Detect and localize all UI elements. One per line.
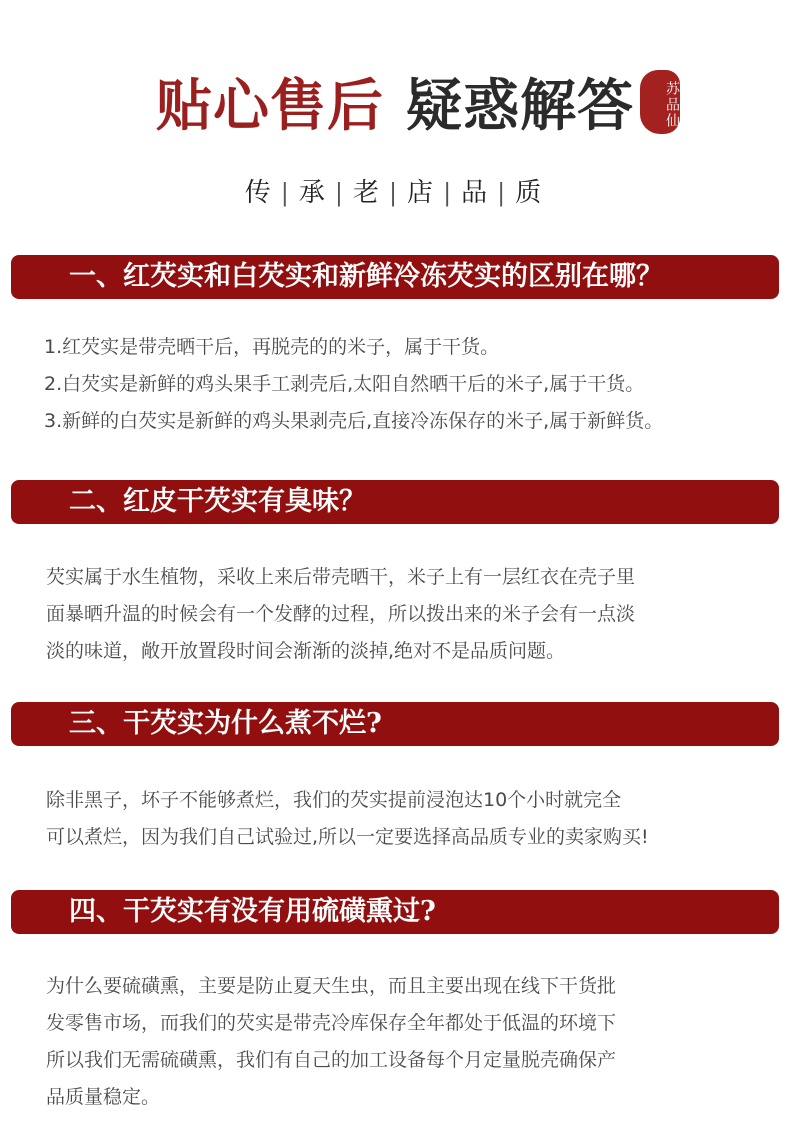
motto-separator: | [334,179,347,207]
motto-separator: | [497,179,510,207]
answer-line: 芡实属于水生植物，采收上来后带壳晒干，米子上有一层红衣在壳子里 [46,566,636,588]
section-heading-1: 一、红芡实和白芡实和新鲜冷冻芡实的区别在哪？ [11,255,779,299]
motto-char: 品 [461,178,492,208]
motto-separator: | [443,179,456,207]
section-heading-4: 四、干芡实有没有用硫磺熏过? [11,890,779,934]
answer-line: 2.白芡实是新鲜的鸡头果手工剥壳后,太阳自然晒干后的米子,属于干货。 [44,373,645,395]
motto-char: 传 [244,178,275,208]
section-heading-2: 二、红皮干芡实有臭味？ [11,480,779,524]
answer-line: 可以煮烂，因为我们自己试验过,所以一定要选择高品质专业的卖家购买! [46,826,649,848]
motto-char: 老 [352,178,383,208]
motto-separator: | [280,179,293,207]
title-sub: 疑惑解答 [406,73,634,139]
answer-line: 发零售市场，而我们的芡实是带壳冷库保存全年都处于低温的环境下 [46,1012,617,1034]
motto [0,172,790,209]
motto-char: 承 [298,178,329,208]
answer-line: 品质量稳定。 [46,1086,161,1108]
motto-char: 店 [407,178,438,208]
seal-stamp: 苏品仙 [640,70,680,134]
title-main: 贴心售后 [156,73,384,139]
answer-line: 3.新鲜的白芡实是新鲜的鸡头果剥壳后,直接冷冻保存的米子,属于新鲜货。 [44,410,664,432]
answer-line: 所以我们无需硫磺熏，我们有自己的加工设备每个月定量脱壳确保产 [46,1049,617,1071]
answer-line: 淡的味道，敞开放置段时间会渐渐的淡掉,绝对不是品质问题。 [46,640,566,662]
answer-line: 面暴晒升温的时候会有一个发酵的过程，所以拨出来的米子会有一点淡 [46,603,636,625]
answer-line: 除非黑子，坏子不能够煮烂，我们的芡实提前浸泡达10个小时就完全 [46,789,622,811]
answer-line: 为什么要硫磺熏，主要是防止夏天生虫，而且主要出现在线下干货批 [46,975,617,997]
motto-separator: | [388,179,402,207]
section-heading-3: 三、干芡实为什么煮不烂? [11,702,779,746]
motto-char: 质 [515,178,546,208]
section-body-4 [46,968,786,1116]
section-body-2 [46,559,786,670]
section-body-1 [44,329,784,440]
answer-line: 1.红芡实是带壳晒干后，再脱壳的的米子，属于干货。 [44,336,500,358]
section-body-3 [46,782,786,856]
